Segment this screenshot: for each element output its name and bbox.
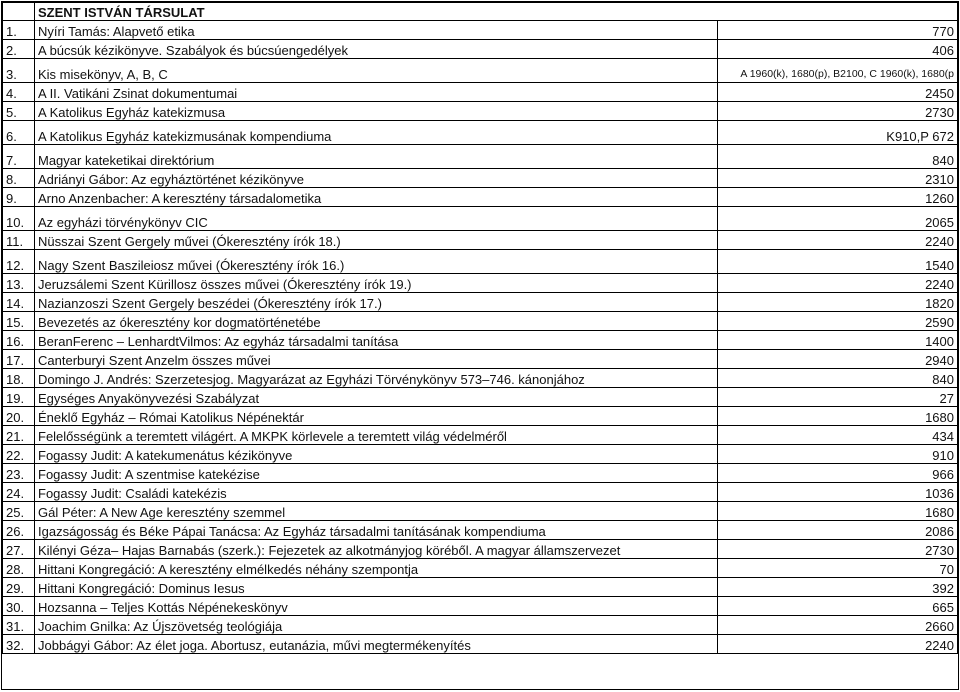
table-row bbox=[3, 616, 958, 635]
book-price: A 1960(k), 1680(p), B2100, C 1960(k), 1680(p bbox=[718, 59, 958, 83]
book-price: 2730 bbox=[718, 102, 958, 121]
book-price: 1820 bbox=[718, 293, 958, 312]
row-number: 6. bbox=[3, 121, 35, 145]
book-title: Hozsanna – Teljes Kottás Népénekeskönyv bbox=[35, 597, 718, 616]
book-price: 406 bbox=[718, 40, 958, 59]
table-row bbox=[3, 464, 958, 483]
book-title: Nyíri Tamás: Alapvető etika bbox=[35, 21, 718, 40]
table-row bbox=[3, 312, 958, 331]
book-price: 1540 bbox=[718, 250, 958, 274]
publisher-title: SZENT ISTVÁN TÁRSULAT bbox=[35, 3, 958, 21]
table-row bbox=[3, 207, 958, 231]
book-title: Nazianzoszi Szent Gergely beszédei (Ókeresztény írók 17.) bbox=[35, 293, 718, 312]
book-price: 2240 bbox=[718, 231, 958, 250]
row-number: 4. bbox=[3, 83, 35, 102]
book-price: 840 bbox=[718, 145, 958, 169]
row-number: 5. bbox=[3, 102, 35, 121]
row-number: 26. bbox=[3, 521, 35, 540]
book-price: 2086 bbox=[718, 521, 958, 540]
table-row bbox=[3, 121, 958, 145]
table-row bbox=[3, 521, 958, 540]
book-title: A Katolikus Egyház katekizmusa bbox=[35, 102, 718, 121]
book-title: Fogassy Judit: A katekumenátus kézikönyve bbox=[35, 445, 718, 464]
book-title: Hittani Kongregáció: Dominus Iesus bbox=[35, 578, 718, 597]
row-number: 16. bbox=[3, 331, 35, 350]
table-row bbox=[3, 21, 958, 40]
book-price: 2730 bbox=[718, 540, 958, 559]
row-number: 27. bbox=[3, 540, 35, 559]
book-title: Fogassy Judit: Családi katekézis bbox=[35, 483, 718, 502]
table-row bbox=[3, 407, 958, 426]
table-row bbox=[3, 350, 958, 369]
row-number: 7. bbox=[3, 145, 35, 169]
table-row bbox=[3, 293, 958, 312]
book-title: Igazságosság és Béke Pápai Tanácsa: Az Egyház társadalmi tanításának kompendiuma bbox=[35, 521, 718, 540]
book-price: 910 bbox=[718, 445, 958, 464]
table-row bbox=[3, 145, 958, 169]
row-number: 22. bbox=[3, 445, 35, 464]
book-price: 2450 bbox=[718, 83, 958, 102]
book-price: 770 bbox=[718, 21, 958, 40]
book-title: Jobbágyi Gábor: Az élet joga. Abortusz, eutanázia, művi megtermékenyítés bbox=[35, 635, 718, 654]
row-number: 31. bbox=[3, 616, 35, 635]
book-title: Adriányi Gábor: Az egyháztörténet kézikönyve bbox=[35, 169, 718, 188]
book-title: Magyar kateketikai direktórium bbox=[35, 145, 718, 169]
book-title: Egységes Anyakönyvezési Szabályzat bbox=[35, 388, 718, 407]
book-price: 70 bbox=[718, 559, 958, 578]
table-row bbox=[3, 445, 958, 464]
row-number: 10. bbox=[3, 207, 35, 231]
row-number: 14. bbox=[3, 293, 35, 312]
row-number: 18. bbox=[3, 369, 35, 388]
book-price: 2590 bbox=[718, 312, 958, 331]
book-title: Jeruzsálemi Szent Kürillosz összes művei (Ókeresztény írók 19.) bbox=[35, 274, 718, 293]
table-row bbox=[3, 426, 958, 445]
table-row bbox=[3, 59, 958, 83]
row-number: 24. bbox=[3, 483, 35, 502]
table-row bbox=[3, 188, 958, 207]
book-price: 1260 bbox=[718, 188, 958, 207]
book-price: 2940 bbox=[718, 350, 958, 369]
row-number: 3. bbox=[3, 59, 35, 83]
row-number: 21. bbox=[3, 426, 35, 445]
table-row bbox=[3, 635, 958, 654]
book-price: 27 bbox=[718, 388, 958, 407]
row-number: 19. bbox=[3, 388, 35, 407]
row-number: 1. bbox=[3, 21, 35, 40]
book-price: 665 bbox=[718, 597, 958, 616]
row-number: 23. bbox=[3, 464, 35, 483]
publisher-header-row bbox=[3, 3, 958, 21]
book-price: 434 bbox=[718, 426, 958, 445]
table-row bbox=[3, 559, 958, 578]
book-title: Éneklő Egyház – Római Katolikus Népénektár bbox=[35, 407, 718, 426]
price-list-sheet bbox=[1, 1, 959, 690]
book-title: Domingo J. Andrés: Szerzetesjog. Magyarázat az Egyházi Törvénykönyv 573–746. kánonjához bbox=[35, 369, 718, 388]
book-title: Az egyházi törvénykönyv CIC bbox=[35, 207, 718, 231]
book-title: Arno Anzenbacher: A keresztény társadalometika bbox=[35, 188, 718, 207]
book-title: Canterburyi Szent Anzelm összes művei bbox=[35, 350, 718, 369]
book-title: Joachim Gnilka: Az Újszövetség teológiája bbox=[35, 616, 718, 635]
table-row bbox=[3, 83, 958, 102]
row-number: 17. bbox=[3, 350, 35, 369]
book-price: 1400 bbox=[718, 331, 958, 350]
book-price: 1680 bbox=[718, 502, 958, 521]
book-price: 2065 bbox=[718, 207, 958, 231]
row-number: 32. bbox=[3, 635, 35, 654]
book-price: 2310 bbox=[718, 169, 958, 188]
book-title: Kis misekönyv, A, B, C bbox=[35, 59, 718, 83]
row-number: 2. bbox=[3, 40, 35, 59]
table-row bbox=[3, 502, 958, 521]
table-row bbox=[3, 369, 958, 388]
book-price: 840 bbox=[718, 369, 958, 388]
book-title: Nagy Szent Baszileiosz művei (Ókeresztény írók 16.) bbox=[35, 250, 718, 274]
row-number: 29. bbox=[3, 578, 35, 597]
table-row bbox=[3, 102, 958, 121]
book-price: 966 bbox=[718, 464, 958, 483]
book-title: BeranFerenc – LenhardtVilmos: Az egyház társadalmi tanítása bbox=[35, 331, 718, 350]
book-price: 2660 bbox=[718, 616, 958, 635]
book-title: A búcsúk kézikönyve. Szabályok és búcsúengedélyek bbox=[35, 40, 718, 59]
row-number: 9. bbox=[3, 188, 35, 207]
book-price: K910,P 672 bbox=[718, 121, 958, 145]
table-row bbox=[3, 483, 958, 502]
row-number: 30. bbox=[3, 597, 35, 616]
book-title: Nüsszai Szent Gergely művei (Ókeresztény írók 18.) bbox=[35, 231, 718, 250]
row-number: 15. bbox=[3, 312, 35, 331]
price-list-table bbox=[2, 2, 958, 654]
book-price: 2240 bbox=[718, 274, 958, 293]
table-row bbox=[3, 597, 958, 616]
table-row bbox=[3, 40, 958, 59]
row-number: 12. bbox=[3, 250, 35, 274]
book-price: 392 bbox=[718, 578, 958, 597]
book-title: Hittani Kongregáció: A keresztény elmélkedés néhány szempontja bbox=[35, 559, 718, 578]
book-title: Felelősségünk a teremtett világért. A MKPK körlevele a teremtett világ védelméről bbox=[35, 426, 718, 445]
row-number: 28. bbox=[3, 559, 35, 578]
table-row bbox=[3, 169, 958, 188]
row-number: 25. bbox=[3, 502, 35, 521]
row-number: 13. bbox=[3, 274, 35, 293]
table-row bbox=[3, 250, 958, 274]
row-number: 11. bbox=[3, 231, 35, 250]
book-title: A Katolikus Egyház katekizmusának kompendiuma bbox=[35, 121, 718, 145]
book-price: 2240 bbox=[718, 635, 958, 654]
table-row bbox=[3, 540, 958, 559]
book-price: 1036 bbox=[718, 483, 958, 502]
table-row bbox=[3, 331, 958, 350]
table-row bbox=[3, 388, 958, 407]
book-title: Fogassy Judit: A szentmise katekézise bbox=[35, 464, 718, 483]
book-title: Kilényi Géza– Hajas Barnabás (szerk.): Fejezetek az alkotmányjog köréből. A magyar államszervezet bbox=[35, 540, 718, 559]
book-title: A II. Vatikáni Zsinat dokumentumai bbox=[35, 83, 718, 102]
book-title: Gál Péter: A New Age keresztény szemmel bbox=[35, 502, 718, 521]
row-number: 8. bbox=[3, 169, 35, 188]
table-row bbox=[3, 578, 958, 597]
header-num-cell bbox=[3, 3, 35, 21]
table-row bbox=[3, 231, 958, 250]
row-number: 20. bbox=[3, 407, 35, 426]
book-price: 1680 bbox=[718, 407, 958, 426]
book-title: Bevezetés az ókeresztény kor dogmatörténetébe bbox=[35, 312, 718, 331]
table-row bbox=[3, 274, 958, 293]
